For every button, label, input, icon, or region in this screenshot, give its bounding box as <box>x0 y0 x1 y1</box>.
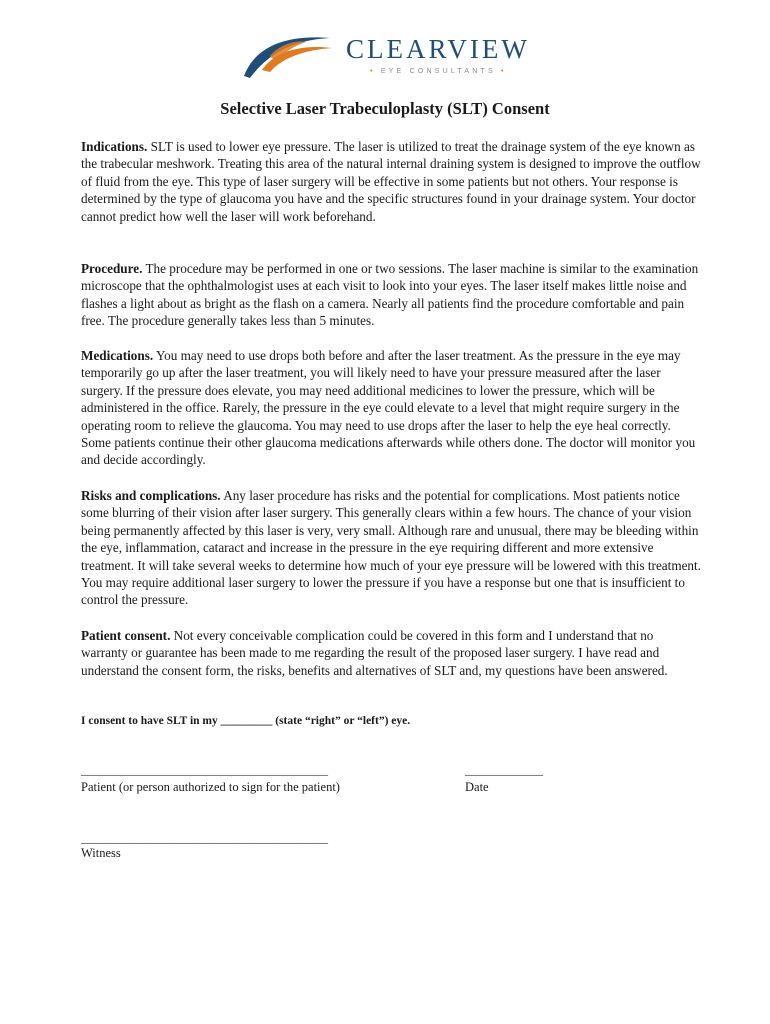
indications-text: SLT is used to lower eye pressure. The laser is utilized to treat the drainage system of the eye known as the trabecular meshwork. Treating this area of the natural internal draining system is designed to improve the outflow of fluid from the eye. This type of laser surgery will be effective in some patients but not others. Your response is determined by the type of glaucoma you have and the specific structures found in your drainage system. Your doctor cannot predict how well the laser will work beforehand. <box>81 139 701 224</box>
witness-signature-line[interactable]: ______________________________________ <box>81 830 328 845</box>
risks-section <box>81 487 701 609</box>
patient-signature-line[interactable]: ______________________________________ <box>81 762 328 777</box>
indications-section <box>81 138 701 225</box>
date-label: Date <box>465 780 489 794</box>
patient-signature-label: Patient (or person authorized to sign for the patient) <box>81 780 340 794</box>
witness-signature-label: Witness <box>81 846 121 860</box>
consent-heading: Patient consent. <box>81 628 171 643</box>
indications-heading: Indications. <box>81 139 148 154</box>
procedure-heading: Procedure. <box>81 261 143 276</box>
procedure-section <box>81 260 701 330</box>
medications-heading: Medications. <box>81 348 154 363</box>
risks-text: Any laser procedure has risks and the potential for complications. Most patients notice some blurring of their vision after laser surgery. This generally clears within a few hours. The chance of your vision being permanently affected by this laser is very, very small. Although rare and unusual, there may be bleeding within the eye, inflammation, cataract and increase in the pressure in the eye requiring different and more extensive treatment. It will take several weeks to determine how much of your eye pressure will be lowered with this treatment. You may require additional laser surgery to lower the pressure if you have a response but one that is insufficient to control the pressure. <box>81 488 701 608</box>
consent-text: Not every conceivable complication could be covered in this form and I understand that no warranty or guarantee has been made to me regarding the result of the proposed laser surgery. I have read and understand the consent form, the risks, benefits and alternatives of SLT and, my questions have been answered. <box>81 628 668 678</box>
risks-heading: Risks and complications. <box>81 488 221 503</box>
medications-text: You may need to use drops both before and after the laser treatment. As the pressure in the eye may temporarily go up after the laser treatment, you will likely need to have your pressure measured after the laser surgery. If the pressure does elevate, you may need additional medicines to lower the pressure, which will be administered in the office. Rarely, the pressure in the eye could elevate to a level that might require surgery in the operating room to relieve the glaucoma. You may need to use drops after the laser to help the eye heal correctly. Some patients continue their other glaucoma medications afterwards while others done. The doctor will monitor you and decide accordingly. <box>81 348 696 468</box>
page-title: Selective Laser Trabeculoplasty (SLT) Consent <box>220 99 550 118</box>
medications-section <box>81 347 701 469</box>
eye-selection-statement[interactable]: I consent to have SLT in my _________ (state “right” or “left”) eye. <box>81 715 411 727</box>
clearview-logo <box>240 30 540 82</box>
brand-name: CLEARVIEW <box>346 34 530 64</box>
consent-section <box>81 627 701 679</box>
brand-tagline: • EYE CONSULTANTS • <box>370 68 507 75</box>
eye-swoosh-icon <box>240 30 340 82</box>
procedure-text: The procedure may be performed in one or two sessions. The laser machine is similar to the examination microscope that the ophthalmologist uses at each visit to look into your eyes. The laser itself makes little noise and flashes a light about as bright as the flash on a camera. Nearly all patients find the procedure comfortable and pain free. The procedure generally takes less than 5 minutes. <box>81 261 699 329</box>
date-line[interactable]: ____________ <box>465 762 543 777</box>
